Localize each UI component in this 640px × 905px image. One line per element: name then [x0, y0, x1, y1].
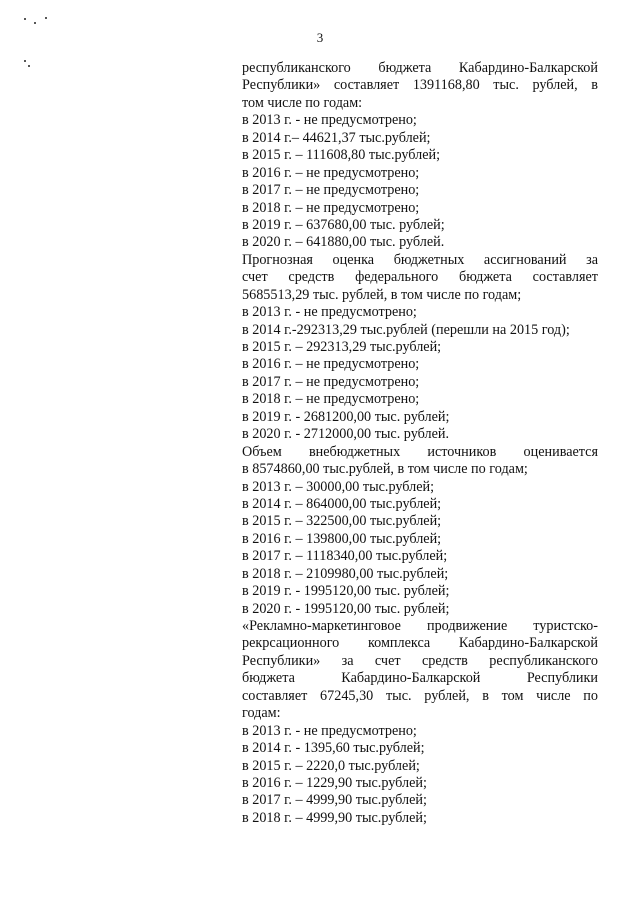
text-line: рекрсационного комплекса Кабардино-Балкарской — [242, 635, 598, 652]
text-line: в 2014 г. - 1395,60 тыс.рублей; — [242, 740, 425, 757]
text-line: годам: — [242, 705, 281, 722]
text-line: составляет 67245,30 тыс. рублей, в том числе по — [242, 687, 598, 704]
text-line: в 2017 г. – не предусмотрено; — [242, 373, 420, 390]
text-line: Объем внебюджетных источников оценивается — [242, 443, 598, 460]
text-line: счет средств федерального бюджета составляет — [242, 269, 598, 286]
text-line: в 2015 г. – 111608,80 тыс.рублей; — [242, 147, 441, 164]
text-line: «Рекламно-маркетинговое продвижение туристско- — [242, 618, 598, 634]
text-line: в 2019 г. – 637680,00 тыс. рублей; — [242, 216, 445, 233]
text-line: в 2017 г. – 4999,90 тыс.рублей; — [242, 792, 427, 809]
text-line: в 2013 г. - не предусмотрено; — [242, 112, 417, 129]
scan-speck — [34, 22, 36, 24]
text-line: в 2016 г. – не предусмотрено; — [242, 164, 420, 181]
text-line: в 2020 г. – 641880,00 тыс. рублей. — [242, 234, 445, 251]
text-line: Республики» за счет средств республиканского — [242, 652, 598, 669]
text-line: в 2014 г.– 44621,37 тыс.рублей; — [242, 129, 431, 146]
text-line: Прогнозная оценка бюджетных ассигнований за — [242, 251, 598, 268]
text-line: в 2013 г. - не предусмотрено; — [242, 722, 417, 739]
text-line: в 2017 г. – не предусмотрено; — [242, 182, 420, 199]
scan-speck — [45, 17, 47, 19]
text-line: в 2016 г. – 139800,00 тыс.рублей; — [242, 530, 442, 547]
text-line: в 2019 г. - 1995120,00 тыс. рублей; — [242, 583, 450, 600]
text-line: в 2018 г. – не предусмотрено; — [242, 391, 420, 408]
scan-speck — [24, 18, 26, 20]
text-line: в 2014 г.-292313,29 тыс.рублей (перешли на 2015 год); — [242, 321, 570, 338]
text-line: бюджета Кабардино-Балкарской Республики — [242, 670, 598, 687]
text-line: в 2017 г. – 1118340,00 тыс.рублей; — [242, 548, 448, 565]
text-line: республиканского бюджета Кабардино-Балкарской — [242, 60, 598, 76]
text-line: в 2020 г. - 2712000,00 тыс. рублей. — [242, 426, 450, 443]
text-line: в 8574860,00 тыс.рублей, в том числе по годам; — [242, 461, 528, 478]
text-line: в 2014 г. – 864000,00 тыс.рублей; — [242, 495, 442, 512]
text-line: в 2013 г. - не предусмотрено; — [242, 304, 417, 321]
text-line: в 2019 г. - 2681200,00 тыс. рублей; — [242, 408, 450, 425]
text-line: в 2018 г. – 2109980,00 тыс.рублей; — [242, 565, 449, 582]
text-line: в 2013 г. – 30000,00 тыс.рублей; — [242, 478, 435, 495]
text-line: в 2016 г. – не предусмотрено; — [242, 356, 420, 373]
scan-speck — [24, 60, 26, 62]
document-body — [242, 60, 598, 827]
text-line: в 2015 г. – 2220,0 тыс.рублей; — [242, 757, 420, 774]
text-line: том числе по годам: — [242, 94, 363, 111]
text-line: Республики» составляет 1391168,80 тыс. рублей, в — [242, 77, 598, 94]
scan-speck — [28, 65, 30, 67]
text-line: в 2016 г. – 1229,90 тыс.рублей; — [242, 774, 427, 791]
text-line: в 2015 г. – 322500,00 тыс.рублей; — [242, 513, 442, 530]
page-number: 3 — [316, 30, 324, 45]
text-line: в 2015 г. – 292313,29 тыс.рублей; — [242, 339, 442, 355]
text-line: в 2018 г. – не предусмотрено; — [242, 199, 420, 216]
text-line: в 2020 г. - 1995120,00 тыс. рублей; — [242, 600, 450, 617]
text-line: в 2018 г. – 4999,90 тыс.рублей; — [242, 809, 427, 826]
text-line: 5685513,29 тыс. рублей, в том числе по годам; — [242, 286, 522, 303]
